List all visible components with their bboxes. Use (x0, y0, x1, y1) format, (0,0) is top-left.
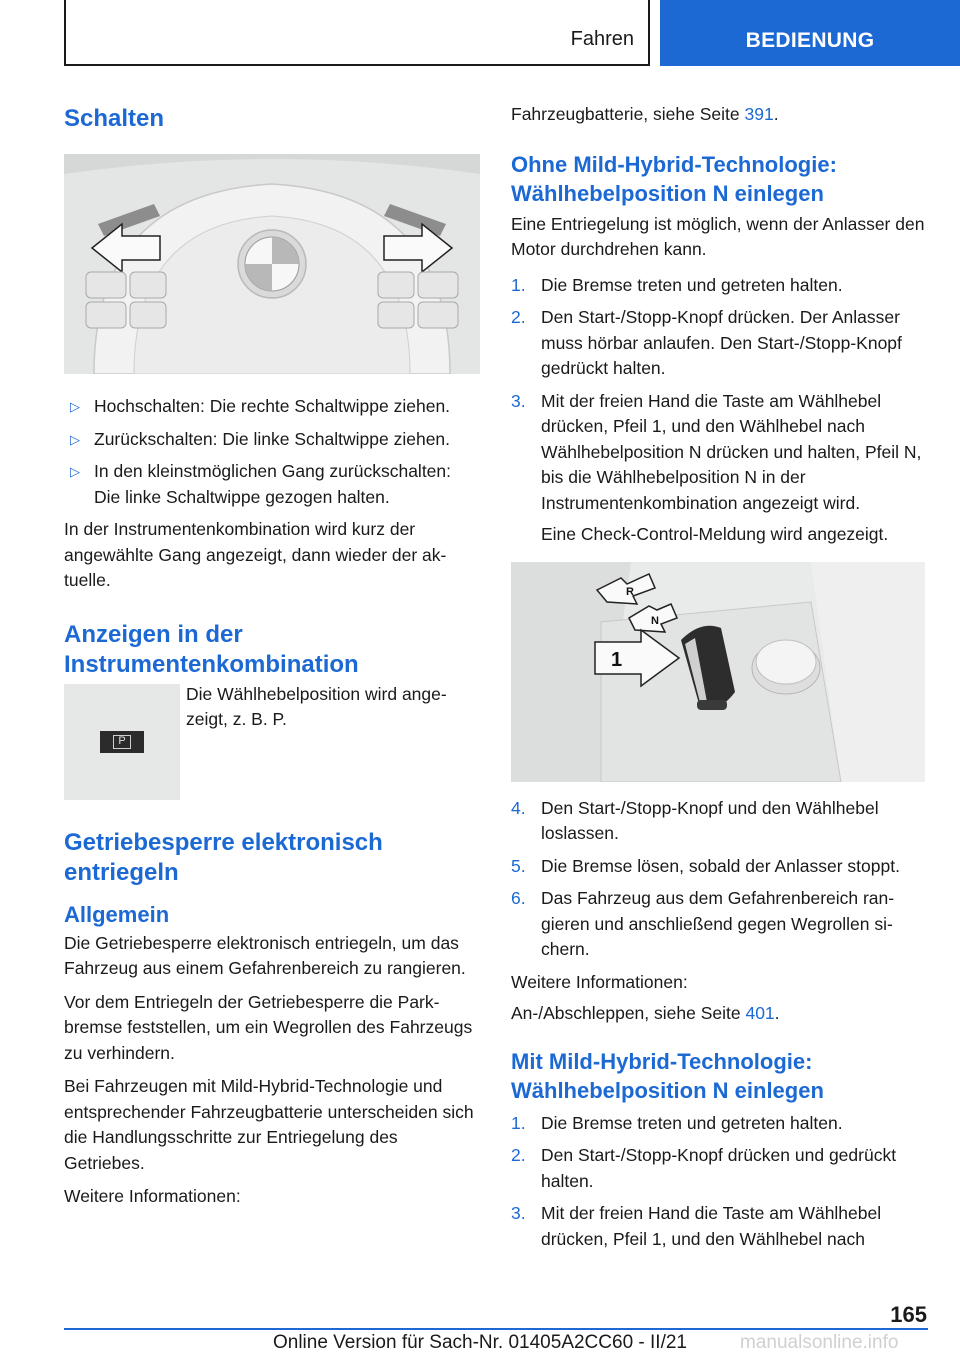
fig-label-1: 1 (611, 648, 623, 671)
heading-mit-mild-hybrid: Mit Mild-Hybrid-Technologie: Wählhebelposition N einlegen (511, 1048, 824, 1103)
list-item: 2. Den Start-/Stopp-Knopf drücken. Der Anlasser muss hörbar anlaufen. Den Start-/Stopp-Knopf gedrückt halten. (511, 307, 902, 378)
steps-ohne-1 (511, 273, 927, 548)
header-tab-label: BEDIENUNG (745, 29, 875, 52)
list-item: 3. Mit der freien Hand die Taste am Wählhebel drücken, Pfeil 1, und den Wählhebel nach Wählhebelposition N drücken und halten, Pfeil N, bis die Wählhebelposition N in der Instrumentenkombination angezeigt wird. Eine Check-Control-Meldung wird angezeigt. (511, 389, 927, 548)
step-note: Eine Check-Control-Meldung wird angezeigt. (541, 524, 889, 544)
paragraph-batterie-ref: Fahrzeugbatterie, siehe Seite 391. (511, 104, 779, 124)
list-item: ▷ Zurückschalten: Die linke Schaltwippe ziehen. (64, 427, 482, 453)
paragraph-abschleppen-ref: An-/Abschleppen, siehe Seite 401. (511, 1003, 780, 1023)
list-item: 3. Mit der freien Hand die Taste am Wählhebel drücken, Pfeil 1, und den Wählhebel nach (511, 1203, 882, 1249)
footer-divider (64, 1328, 928, 1330)
footer-online-version: Online Version für Sach-Nr. 01405A2CC60 - II/21 (272, 1332, 687, 1353)
page-header (0, 0, 960, 66)
park-indicator-icon: P (100, 731, 144, 753)
heading-anzeigen: Anzeigen in der Instrumentenkombination (64, 620, 359, 678)
header-section: Fahren (570, 28, 634, 50)
list-item: 6. Das Fahrzeug aus dem Gefahrenbereich rangieren und anschließend gegen Wegrollen sichern. (511, 888, 895, 959)
paragraph-weitere: Weitere Informationen: (64, 1186, 241, 1206)
shift-bullets (64, 394, 482, 510)
header-frame (64, 0, 650, 66)
steering-wheel-figure (64, 154, 480, 374)
indicator-block (64, 684, 482, 800)
list-item: 4. Den Start-/Stopp-Knopf und den Wählhebel loslassen. (511, 797, 879, 843)
watermark: manualsonline.info (740, 1332, 899, 1353)
left-column (64, 100, 482, 1210)
triangle-bullet-icon: ▷ (70, 399, 80, 414)
paragraph-mild-hybrid: Bei Fahrzeugen mit Mild-Hybrid-Technologie und entsprechender Fahrzeugbatterie unterscheiden sich die Handlungsschritte zur Entriegelung des Getriebes. (64, 1076, 474, 1173)
list-item: 5. Die Bremse lösen, sobald der Anlasser stoppt. (511, 855, 900, 876)
paragraph-weitere-right: Weitere Informationen: (511, 971, 688, 992)
list-item: ▷ Hochschalten: Die rechte Schaltwippe ziehen. (64, 394, 482, 420)
list-item: 1. Die Bremse treten und getreten halten. (511, 1112, 843, 1133)
page-link-401[interactable]: 401 (745, 1003, 775, 1023)
paragraph-parkbremse: Vor dem Entriegeln der Getriebesperre die Parkbremse feststellen, um ein Wegrollen des Fahrzeugs zu verhindern. (64, 991, 473, 1063)
heading-ohne-mild-hybrid: Ohne Mild-Hybrid-Technologie: Wählhebelposition N einlegen (511, 151, 837, 206)
steering-wheel-illustration (64, 154, 480, 374)
header-tab (660, 0, 960, 66)
steps-ohne-2 (511, 796, 927, 963)
triangle-bullet-icon: ▷ (70, 464, 80, 479)
page-number: 165 (890, 1302, 927, 1327)
paragraph-instrument: In der Instrumentenkombination wird kurz der angewählte Gang angezeigt, dann wieder der aktuelle. (64, 519, 447, 590)
gear-indicator-figure (64, 684, 180, 800)
list-item: 2. Den Start-/Stopp-Knopf drücken und gedrückt halten. (511, 1145, 897, 1191)
heading-allgemein: Allgemein (64, 901, 170, 927)
fig-label-n: N (651, 614, 659, 627)
heading-schalten: Schalten (64, 105, 165, 132)
paragraph-ohne: Eine Entriegelung ist möglich, wenn der Anlasser den Motor durchdrehen kann. (511, 213, 925, 259)
list-item: ▷ In den kleinstmöglichen Gang zurückschalten: Die linke Schaltwippe gezogen halten. (70, 461, 452, 507)
right-column (511, 100, 927, 1259)
steps-mit (511, 1111, 927, 1253)
list-item: 1. Die Bremse treten und getreten halten. (511, 274, 843, 295)
gear-selector-illustration (511, 562, 925, 782)
heading-getriebesperre: Getriebesperre elektronisch entriegeln (64, 828, 383, 886)
triangle-bullet-icon: ▷ (70, 431, 80, 447)
page-link-391[interactable]: 391 (744, 104, 774, 124)
paragraph-allgemein: Die Getriebesperre elektronisch entriegeln, um das Fahrzeug aus einem Gefahrenbereich zu rangieren. (64, 932, 466, 978)
paragraph-indicator: Die Wählhebelposition wird angezeigt, z. B. P. (186, 683, 447, 729)
fig-label-r: R (626, 585, 634, 598)
gear-selector-figure (511, 562, 925, 782)
